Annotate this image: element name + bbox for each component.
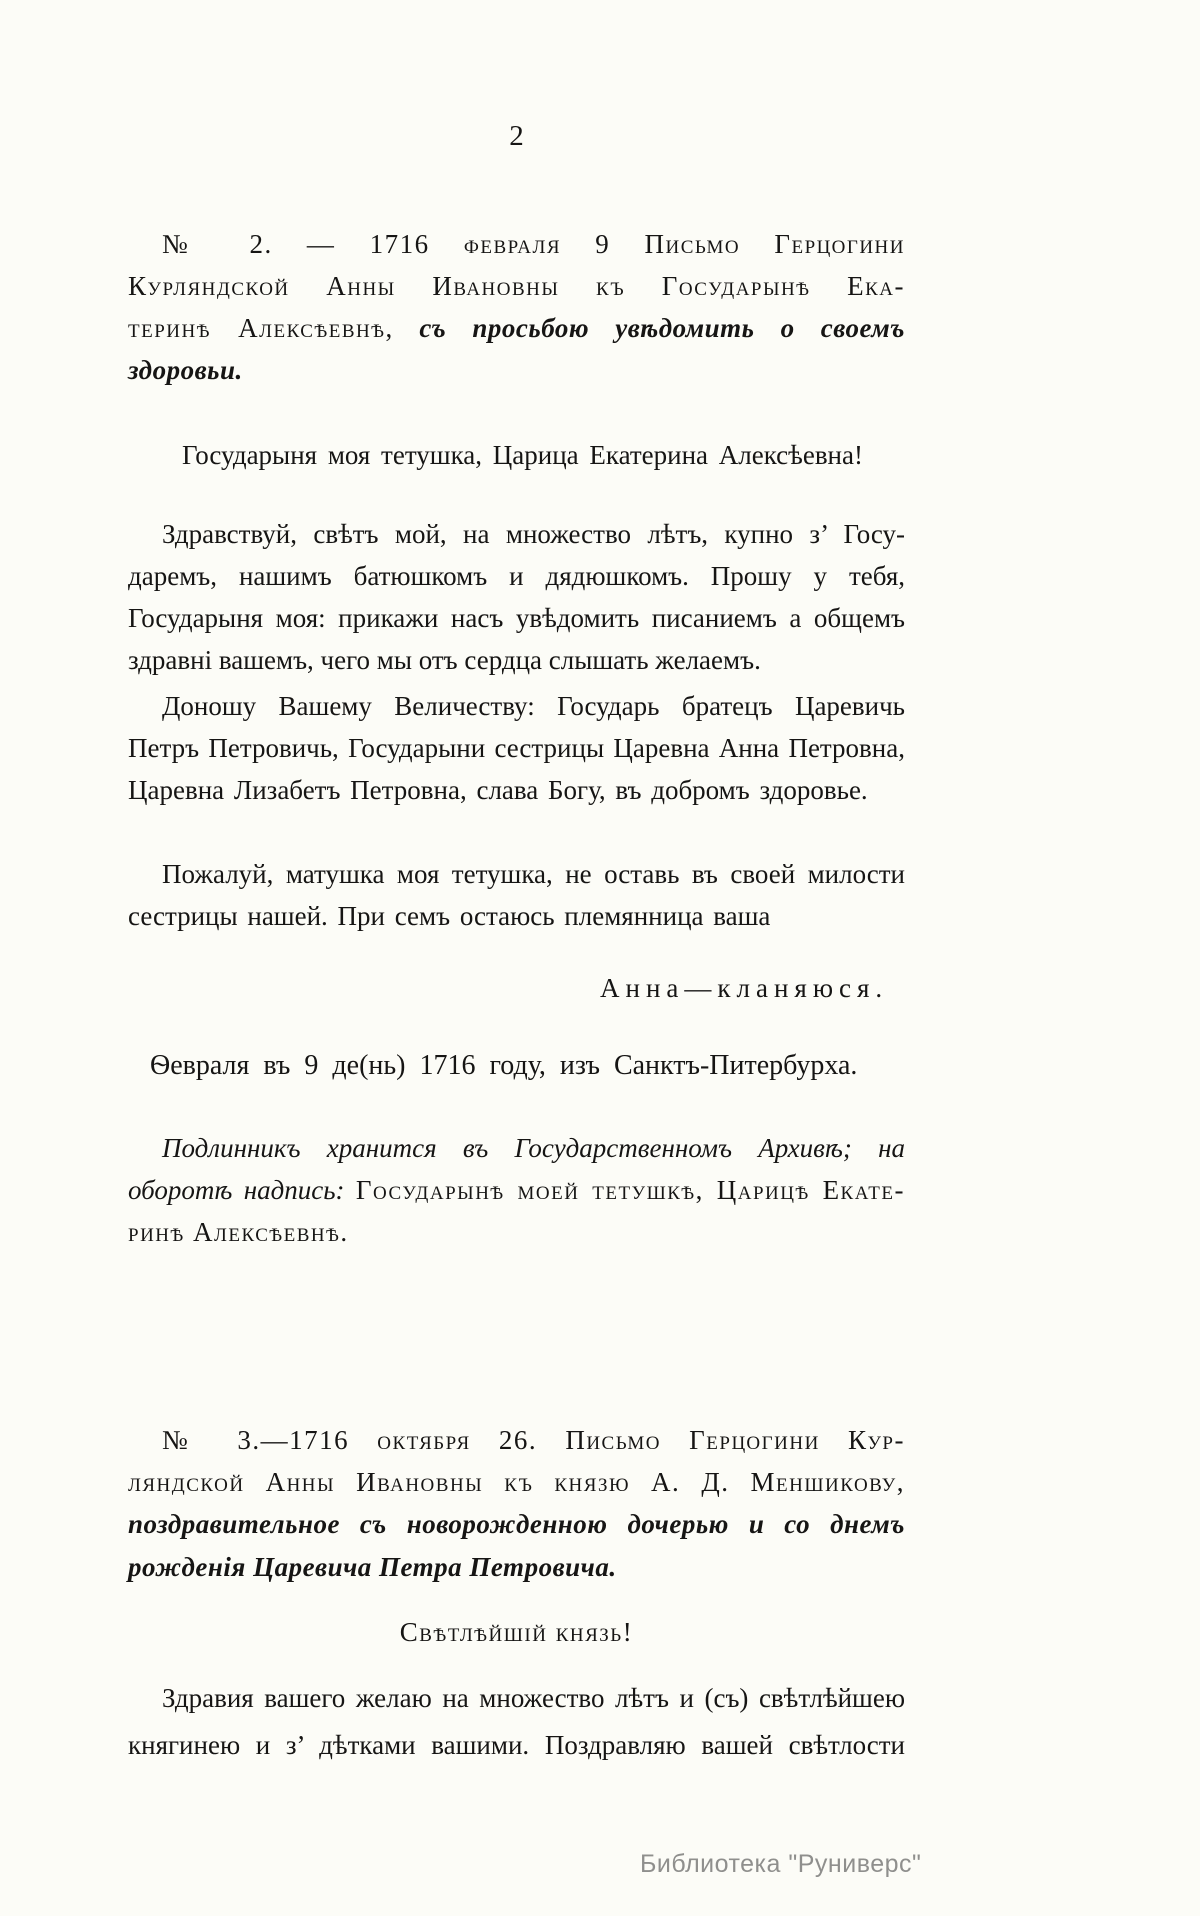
letter2-heading-line3-italic: съ просьбою увѣдомить о своемъ	[419, 313, 906, 343]
letter2-dateline: Ѳевраля въ 9 де(нь) 1716 году, изъ Санктъ-Питербурха.	[150, 1050, 858, 1081]
letter2-heading-line4: здоровьи.	[128, 355, 243, 385]
letter3-heading-line2: ляндской Анны Ивановны къ князю А. Д. Меншикову,	[128, 1467, 905, 1497]
letter3-heading-line4: рожденія Царевича Петра Петровича.	[128, 1552, 617, 1582]
letter3-heading-line3: поздравительное съ новорожденною дочерью и со днемъ	[128, 1509, 905, 1539]
letter3-salutation: Свѣтлѣйшій князь!	[399, 1617, 634, 1647]
library-watermark: Библиотека "Руниверс"	[640, 1850, 922, 1878]
letter2-paragraph1-line1: Здравствуй, свѣтъ мой, на множество лѣтъ, купно з’ Госу-	[162, 519, 905, 549]
letter2-paragraph1-line3: Государыня моя: прикажи насъ увѣдомить писаниемъ а общемъ	[128, 603, 905, 633]
letter2-note-line2	[128, 1172, 905, 1208]
letter3-paragraph1-line1: Здравия вашего желаю на множество лѣтъ и (съ) свѣтлѣйшею	[162, 1683, 905, 1713]
letter3-heading-line1: № 3.—1716 октября 26. Письмо Герцогини Кур-	[162, 1425, 905, 1455]
letter2-heading-line3	[128, 310, 905, 346]
letter2-paragraph3-line2: сестрицы нашей. При семъ остаюсь племянница ваша	[128, 901, 771, 931]
letter2-paragraph2-line3: Царевна Лизабетъ Петровна, слава Богу, въ добромъ здоровье.	[128, 775, 868, 805]
letter2-heading-line3-caps: теринѣ Алексѣевнѣ,	[128, 313, 394, 343]
letter2-heading-line1: № 2. — 1716 февраля 9 Письмо Герцогини	[162, 229, 905, 259]
letter2-note-line3: ринѣ Алексѣевнѣ.	[128, 1217, 349, 1247]
letter2-note-line2-caps: Государынѣ моей тетушкѣ, Царицѣ Екате-	[355, 1175, 905, 1205]
letter2-paragraph2-line1: Доношу Вашему Величеству: Государь братецъ Царевичь	[162, 691, 905, 721]
letter3-paragraph1-line2: княгинею и з’ дѣтками вашими. Поздравляю вашей свѣтлости	[128, 1730, 905, 1760]
letter2-paragraph3-line1: Пожалуй, матушка моя тетушка, не оставь въ своей милости	[162, 859, 905, 889]
page-number: 2	[509, 120, 524, 152]
letter2-paragraph1-line2: даремъ, нашимъ батюшкомъ и дядюшкомъ. Прошу у тебя,	[128, 561, 905, 591]
letter2-signature: Анна—кланяюся.	[600, 973, 889, 1003]
letter2-salutation: Государыня моя тетушка, Царица Екатерина Алексѣевна!	[182, 440, 863, 470]
letter2-paragraph2-line2: Петръ Петровичь, Государыни сестрицы Царевна Анна Петровна,	[128, 733, 905, 763]
letter2-paragraph1-line4: здравні вашемъ, чего мы отъ сердца слышать желаемъ.	[128, 645, 761, 675]
letter2-note-line2-italic: оборотѣ надпись:	[128, 1175, 345, 1205]
letter2-note-line1: Подлинникъ хранится въ Государственномъ Архивѣ; на	[162, 1133, 905, 1163]
letter2-heading-line2: Курляндской Анны Ивановны къ Государынѣ Ека-	[128, 271, 905, 301]
